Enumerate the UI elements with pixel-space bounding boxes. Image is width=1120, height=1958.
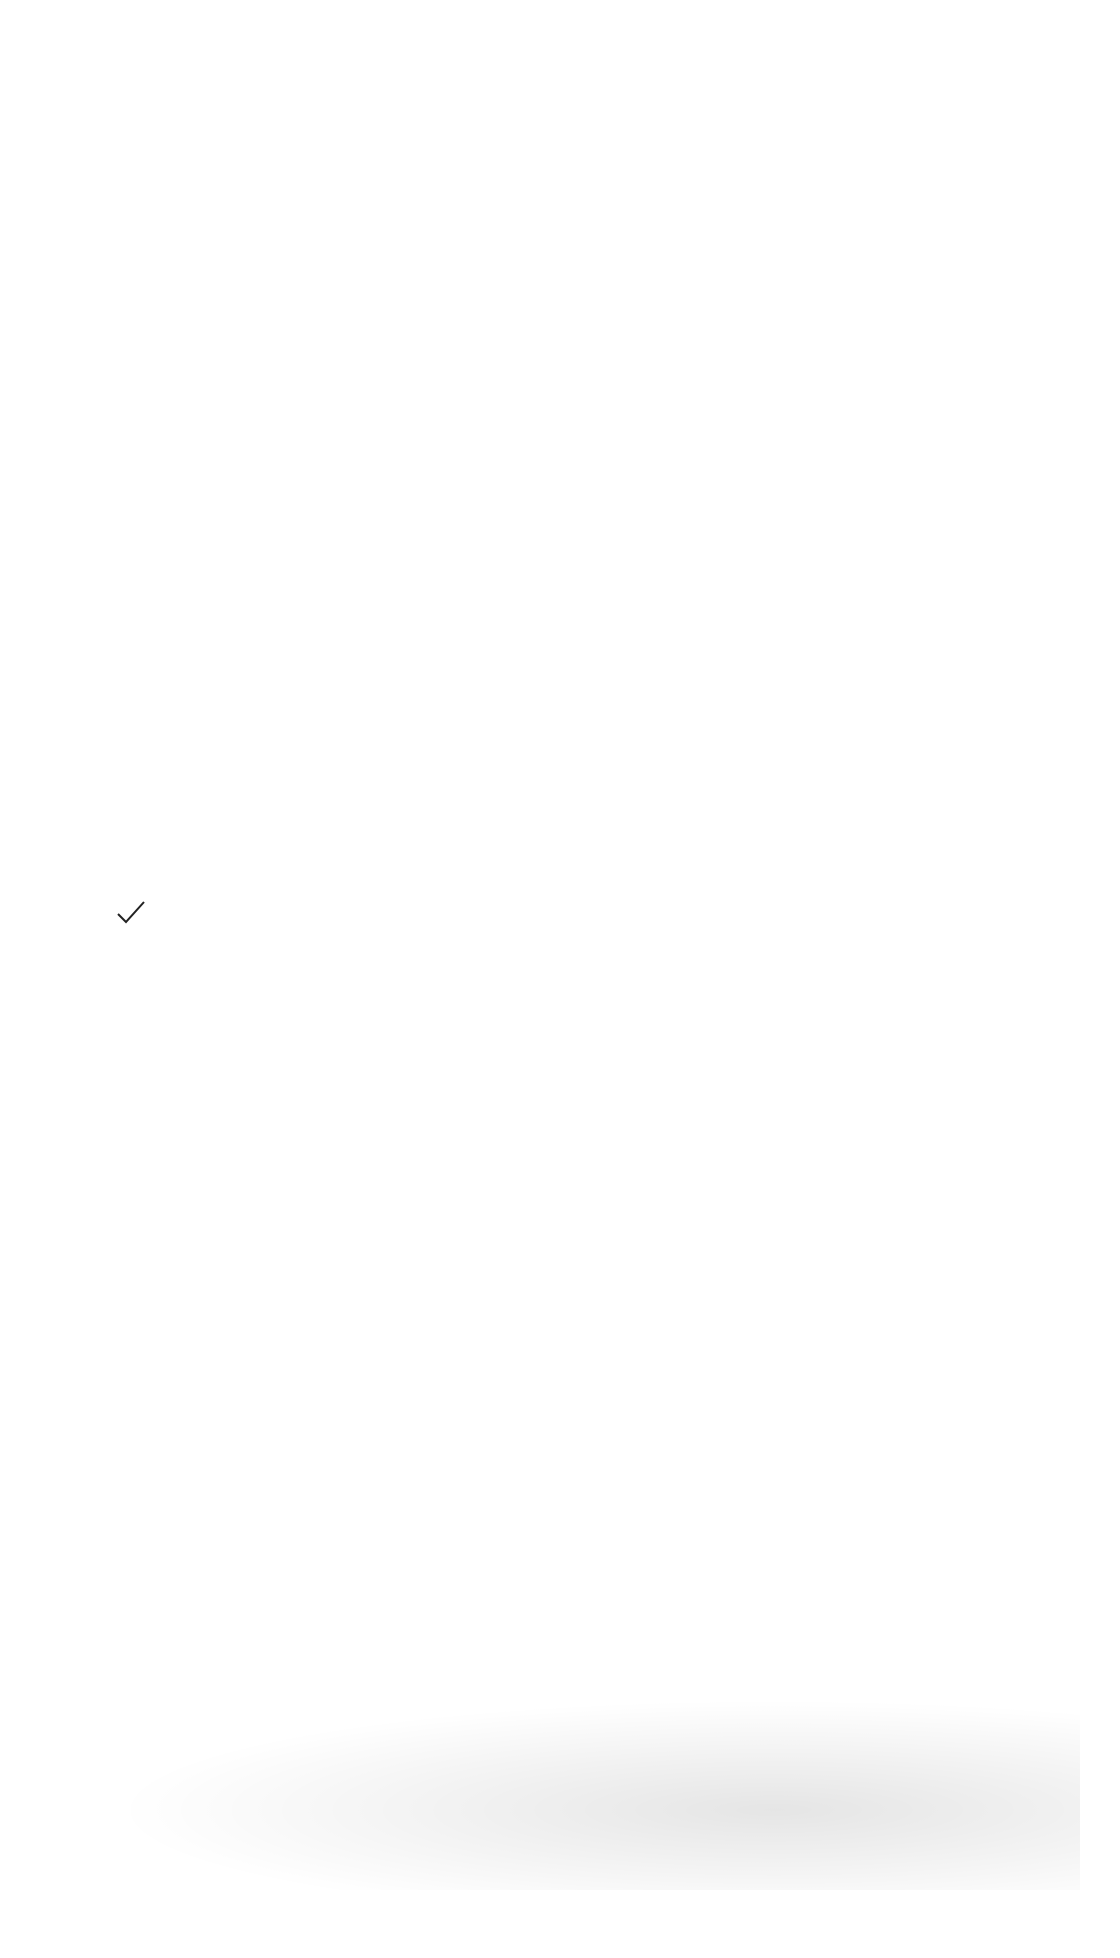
scan-footer [4,1940,48,1950]
scan-noise [60,1690,1080,1890]
checkmark-annotation [116,900,146,924]
document-body [150,196,1010,198]
